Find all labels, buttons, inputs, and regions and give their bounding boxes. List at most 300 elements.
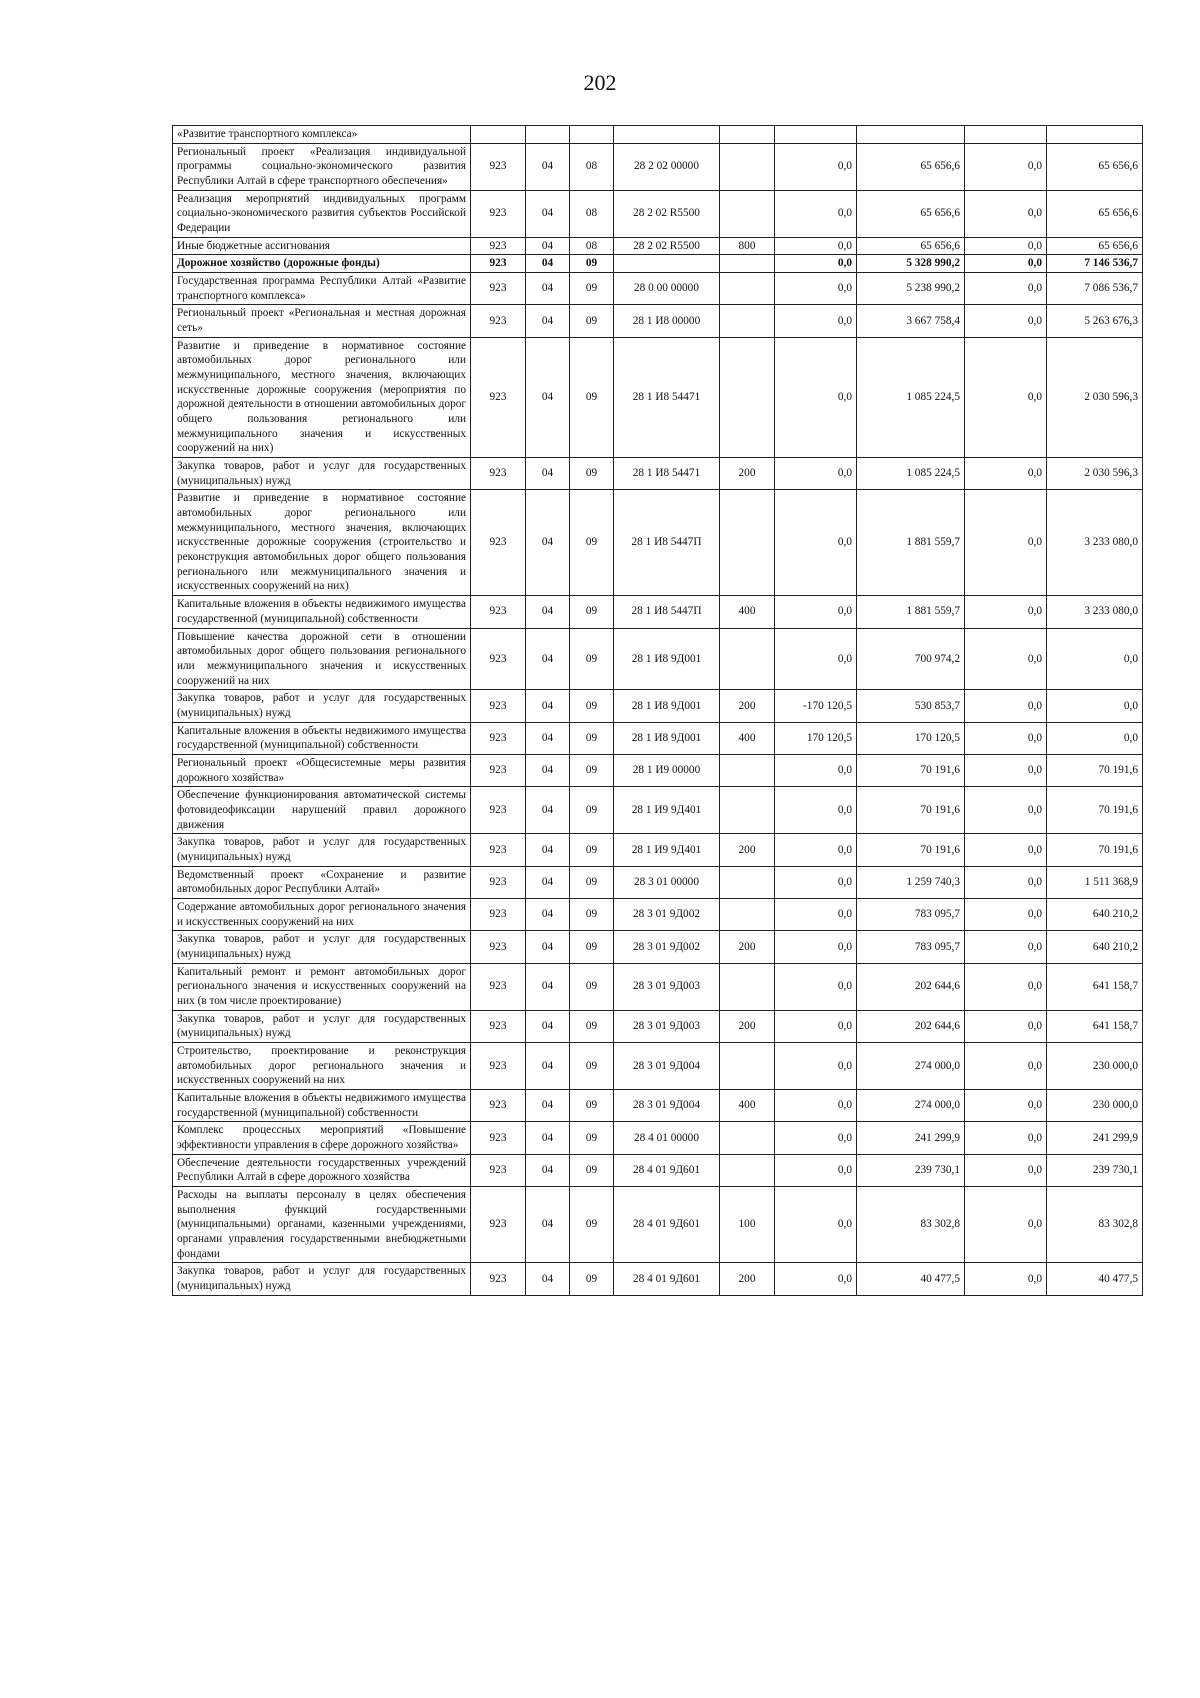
subsection-code: 09 bbox=[570, 337, 614, 457]
row-name: Капитальные вложения в объекты недвижимого имущества государственной (муниципальной) собственности bbox=[173, 596, 471, 628]
ved-code: 923 bbox=[471, 931, 526, 963]
row-name: Повышение качества дорожной сети в отношении автомобильных дорог общего пользования регионального или межмуниципального значения и искусственных сооружений на них bbox=[173, 628, 471, 690]
amount-change: 0,0 bbox=[775, 1187, 857, 1263]
amount-change-2: 0,0 bbox=[965, 834, 1047, 866]
ved-code: 923 bbox=[471, 963, 526, 1010]
subsection-code: 09 bbox=[570, 754, 614, 786]
subsection-code: 09 bbox=[570, 1089, 614, 1121]
expense-type-code: 200 bbox=[720, 458, 775, 490]
ved-code: 923 bbox=[471, 1122, 526, 1154]
expense-type-code bbox=[720, 787, 775, 834]
section-code: 04 bbox=[526, 490, 570, 596]
row-name: Расходы на выплаты персоналу в целях обеспечения выполнения функций государственными (муниципальными) органами, казенными учреждениями, органами управления государственными внебюджетными фондами bbox=[173, 1187, 471, 1263]
target-article-code bbox=[614, 255, 720, 273]
expense-type-code: 800 bbox=[720, 237, 775, 255]
expense-type-code bbox=[720, 754, 775, 786]
expense-type-code bbox=[720, 126, 775, 144]
table-row bbox=[173, 1187, 1143, 1263]
table-row bbox=[173, 1122, 1143, 1154]
amount-total-2: 0,0 bbox=[1047, 722, 1143, 754]
ved-code: 923 bbox=[471, 834, 526, 866]
target-article-code: 28 0 00 00000 bbox=[614, 273, 720, 305]
row-name: Развитие и приведение в нормативное состояние автомобильных дорог регионального или межмуниципального, местного значения, включающих искусственные дорожные сооружения (мероприятия по дорожной деятельности в отношении автомобильных дорог общего пользования регионального или межмуниципального значения и искусственных сооружений на них) bbox=[173, 337, 471, 457]
section-code: 04 bbox=[526, 898, 570, 930]
amount-total: 700 974,2 bbox=[857, 628, 965, 690]
row-name: Закупка товаров, работ и услуг для государственных (муниципальных) нужд bbox=[173, 931, 471, 963]
amount-total-2: 65 656,6 bbox=[1047, 143, 1143, 190]
amount-total-2: 7 146 536,7 bbox=[1047, 255, 1143, 273]
amount-change bbox=[775, 126, 857, 144]
row-name: Региональный проект «Общесистемные меры развития дорожного хозяйства» bbox=[173, 754, 471, 786]
amount-change: 0,0 bbox=[775, 628, 857, 690]
target-article-code: 28 4 01 9Д601 bbox=[614, 1263, 720, 1295]
expense-type-code bbox=[720, 255, 775, 273]
table-row bbox=[173, 754, 1143, 786]
table-row bbox=[173, 931, 1143, 963]
amount-change-2: 0,0 bbox=[965, 490, 1047, 596]
amount-total: 65 656,6 bbox=[857, 237, 965, 255]
budget-table bbox=[172, 125, 1143, 1296]
subsection-code: 08 bbox=[570, 237, 614, 255]
amount-change: 0,0 bbox=[775, 305, 857, 337]
amount-total: 170 120,5 bbox=[857, 722, 965, 754]
amount-change-2: 0,0 bbox=[965, 255, 1047, 273]
section-code: 04 bbox=[526, 1010, 570, 1042]
amount-change-2: 0,0 bbox=[965, 787, 1047, 834]
amount-change-2: 0,0 bbox=[965, 305, 1047, 337]
amount-total-2: 641 158,7 bbox=[1047, 1010, 1143, 1042]
row-name: Закупка товаров, работ и услуг для государственных (муниципальных) нужд bbox=[173, 690, 471, 722]
table-row bbox=[173, 126, 1143, 144]
amount-total-2: 241 299,9 bbox=[1047, 1122, 1143, 1154]
target-article-code: 28 1 И9 9Д401 bbox=[614, 834, 720, 866]
expense-type-code: 400 bbox=[720, 1089, 775, 1121]
section-code: 04 bbox=[526, 754, 570, 786]
amount-change-2: 0,0 bbox=[965, 143, 1047, 190]
target-article-code: 28 2 02 00000 bbox=[614, 143, 720, 190]
amount-change: 0,0 bbox=[775, 490, 857, 596]
ved-code: 923 bbox=[471, 337, 526, 457]
table-row bbox=[173, 458, 1143, 490]
expense-type-code bbox=[720, 190, 775, 237]
target-article-code: 28 3 01 9Д002 bbox=[614, 931, 720, 963]
subsection-code: 09 bbox=[570, 255, 614, 273]
amount-total-2: 239 730,1 bbox=[1047, 1154, 1143, 1186]
ved-code: 923 bbox=[471, 1089, 526, 1121]
target-article-code: 28 1 И8 9Д001 bbox=[614, 628, 720, 690]
subsection-code: 09 bbox=[570, 866, 614, 898]
target-article-code: 28 3 01 9Д004 bbox=[614, 1089, 720, 1121]
amount-change-2: 0,0 bbox=[965, 628, 1047, 690]
section-code: 04 bbox=[526, 458, 570, 490]
target-article-code: 28 1 И8 00000 bbox=[614, 305, 720, 337]
amount-total-2: 641 158,7 bbox=[1047, 963, 1143, 1010]
amount-change: 0,0 bbox=[775, 190, 857, 237]
ved-code: 923 bbox=[471, 458, 526, 490]
amount-total-2: 40 477,5 bbox=[1047, 1263, 1143, 1295]
ved-code: 923 bbox=[471, 628, 526, 690]
table-row bbox=[173, 787, 1143, 834]
amount-total: 5 238 990,2 bbox=[857, 273, 965, 305]
expense-type-code: 200 bbox=[720, 1010, 775, 1042]
amount-change: 0,0 bbox=[775, 787, 857, 834]
table-row bbox=[173, 866, 1143, 898]
expense-type-code bbox=[720, 628, 775, 690]
table-row bbox=[173, 337, 1143, 457]
amount-total: 1 881 559,7 bbox=[857, 596, 965, 628]
amount-change-2: 0,0 bbox=[965, 1263, 1047, 1295]
amount-total-2: 5 263 676,3 bbox=[1047, 305, 1143, 337]
row-name: Государственная программа Республики Алтай «Развитие транспортного комплекса» bbox=[173, 273, 471, 305]
ved-code: 923 bbox=[471, 754, 526, 786]
amount-total bbox=[857, 126, 965, 144]
section-code: 04 bbox=[526, 628, 570, 690]
subsection-code: 09 bbox=[570, 963, 614, 1010]
row-name: Обеспечение деятельности государственных учреждений Республики Алтай в сфере дорожного хозяйства bbox=[173, 1154, 471, 1186]
ved-code: 923 bbox=[471, 1042, 526, 1089]
section-code: 04 bbox=[526, 190, 570, 237]
amount-total: 530 853,7 bbox=[857, 690, 965, 722]
amount-total: 70 191,6 bbox=[857, 754, 965, 786]
section-code: 04 bbox=[526, 787, 570, 834]
amount-change: 0,0 bbox=[775, 458, 857, 490]
table-row bbox=[173, 190, 1143, 237]
row-name: Строительство, проектирование и реконструкция автомобильных дорог регионального значения и искусственных сооружений на них bbox=[173, 1042, 471, 1089]
amount-change: 0,0 bbox=[775, 1010, 857, 1042]
amount-change: 0,0 bbox=[775, 1042, 857, 1089]
subsection-code: 09 bbox=[570, 1042, 614, 1089]
row-name: Ведомственный проект «Сохранение и развитие автомобильных дорог Республики Алтай» bbox=[173, 866, 471, 898]
amount-total-2: 83 302,8 bbox=[1047, 1187, 1143, 1263]
table-row bbox=[173, 490, 1143, 596]
amount-change-2: 0,0 bbox=[965, 754, 1047, 786]
section-code: 04 bbox=[526, 963, 570, 1010]
amount-total: 65 656,6 bbox=[857, 190, 965, 237]
section-code: 04 bbox=[526, 1263, 570, 1295]
amount-change-2: 0,0 bbox=[965, 866, 1047, 898]
target-article-code: 28 3 01 00000 bbox=[614, 866, 720, 898]
amount-change: 0,0 bbox=[775, 866, 857, 898]
amount-total: 3 667 758,4 bbox=[857, 305, 965, 337]
amount-change: 0,0 bbox=[775, 1122, 857, 1154]
row-name: Закупка товаров, работ и услуг для государственных (муниципальных) нужд bbox=[173, 1263, 471, 1295]
expense-type-code: 200 bbox=[720, 690, 775, 722]
table-row bbox=[173, 1010, 1143, 1042]
amount-total: 274 000,0 bbox=[857, 1042, 965, 1089]
amount-change: 0,0 bbox=[775, 1089, 857, 1121]
amount-total-2: 2 030 596,3 bbox=[1047, 337, 1143, 457]
amount-change-2: 0,0 bbox=[965, 1042, 1047, 1089]
amount-total: 70 191,6 bbox=[857, 834, 965, 866]
table-row bbox=[173, 305, 1143, 337]
subsection-code bbox=[570, 126, 614, 144]
ved-code: 923 bbox=[471, 1187, 526, 1263]
amount-change-2: 0,0 bbox=[965, 1187, 1047, 1263]
amount-total-2: 7 086 536,7 bbox=[1047, 273, 1143, 305]
row-name: Региональный проект «Реализация индивидуальной программы социально-экономического развития Республики Алтай в сфере транспортного обеспечения» bbox=[173, 143, 471, 190]
ved-code: 923 bbox=[471, 1263, 526, 1295]
target-article-code: 28 1 И8 54471 bbox=[614, 458, 720, 490]
target-article-code: 28 4 01 00000 bbox=[614, 1122, 720, 1154]
section-code: 04 bbox=[526, 273, 570, 305]
subsection-code: 09 bbox=[570, 1010, 614, 1042]
ved-code: 923 bbox=[471, 866, 526, 898]
section-code: 04 bbox=[526, 255, 570, 273]
amount-change: 0,0 bbox=[775, 273, 857, 305]
expense-type-code bbox=[720, 1154, 775, 1186]
expense-type-code: 200 bbox=[720, 834, 775, 866]
amount-change-2: 0,0 bbox=[965, 1154, 1047, 1186]
target-article-code bbox=[614, 126, 720, 144]
ved-code: 923 bbox=[471, 596, 526, 628]
amount-total-2: 70 191,6 bbox=[1047, 754, 1143, 786]
table-row bbox=[173, 722, 1143, 754]
subsection-code: 09 bbox=[570, 1187, 614, 1263]
amount-change-2: 0,0 bbox=[965, 722, 1047, 754]
amount-change-2: 0,0 bbox=[965, 1010, 1047, 1042]
amount-change: 0,0 bbox=[775, 1263, 857, 1295]
subsection-code: 09 bbox=[570, 273, 614, 305]
ved-code: 923 bbox=[471, 690, 526, 722]
amount-change: 0,0 bbox=[775, 931, 857, 963]
amount-total: 202 644,6 bbox=[857, 963, 965, 1010]
row-name: Капитальные вложения в объекты недвижимого имущества государственной (муниципальной) собственности bbox=[173, 722, 471, 754]
amount-total: 5 328 990,2 bbox=[857, 255, 965, 273]
amount-change-2: 0,0 bbox=[965, 1122, 1047, 1154]
row-name: Реализация мероприятий индивидуальных программ социально-экономического развития субъектов Российской Федерации bbox=[173, 190, 471, 237]
amount-total: 783 095,7 bbox=[857, 931, 965, 963]
row-name: Дорожное хозяйство (дорожные фонды) bbox=[173, 255, 471, 273]
row-name: Содержание автомобильных дорог регионального значения и искусственных сооружений на них bbox=[173, 898, 471, 930]
amount-change-2: 0,0 bbox=[965, 596, 1047, 628]
ved-code: 923 bbox=[471, 722, 526, 754]
subsection-code: 09 bbox=[570, 458, 614, 490]
section-code: 04 bbox=[526, 1089, 570, 1121]
target-article-code: 28 3 01 9Д003 bbox=[614, 963, 720, 1010]
subsection-code: 09 bbox=[570, 690, 614, 722]
section-code: 04 bbox=[526, 690, 570, 722]
table-row bbox=[173, 596, 1143, 628]
ved-code: 923 bbox=[471, 490, 526, 596]
subsection-code: 09 bbox=[570, 628, 614, 690]
target-article-code: 28 3 01 9Д004 bbox=[614, 1042, 720, 1089]
subsection-code: 09 bbox=[570, 1122, 614, 1154]
amount-change-2: 0,0 bbox=[965, 898, 1047, 930]
table-row bbox=[173, 143, 1143, 190]
amount-change-2: 0,0 bbox=[965, 931, 1047, 963]
amount-change: 0,0 bbox=[775, 143, 857, 190]
subsection-code: 09 bbox=[570, 898, 614, 930]
amount-total-2: 2 030 596,3 bbox=[1047, 458, 1143, 490]
table-row bbox=[173, 834, 1143, 866]
amount-total-2: 3 233 080,0 bbox=[1047, 490, 1143, 596]
table-row bbox=[173, 628, 1143, 690]
target-article-code: 28 4 01 9Д601 bbox=[614, 1187, 720, 1263]
section-code: 04 bbox=[526, 337, 570, 457]
table-row bbox=[173, 273, 1143, 305]
expense-type-code bbox=[720, 490, 775, 596]
amount-total: 70 191,6 bbox=[857, 787, 965, 834]
section-code: 04 bbox=[526, 1154, 570, 1186]
subsection-code: 09 bbox=[570, 834, 614, 866]
amount-total-2: 640 210,2 bbox=[1047, 931, 1143, 963]
amount-total: 783 095,7 bbox=[857, 898, 965, 930]
row-name: Иные бюджетные ассигнования bbox=[173, 237, 471, 255]
ved-code: 923 bbox=[471, 787, 526, 834]
row-name: Комплекс процессных мероприятий «Повышение эффективности управления в сфере дорожного хозяйства» bbox=[173, 1122, 471, 1154]
amount-total-2: 70 191,6 bbox=[1047, 787, 1143, 834]
ved-code: 923 bbox=[471, 273, 526, 305]
section-code: 04 bbox=[526, 834, 570, 866]
target-article-code: 28 1 И8 5447П bbox=[614, 490, 720, 596]
section-code: 04 bbox=[526, 237, 570, 255]
table-row bbox=[173, 237, 1143, 255]
amount-change-2: 0,0 bbox=[965, 690, 1047, 722]
subsection-code: 09 bbox=[570, 596, 614, 628]
amount-total-2: 65 656,6 bbox=[1047, 190, 1143, 237]
section-code: 04 bbox=[526, 1042, 570, 1089]
expense-type-code bbox=[720, 898, 775, 930]
subsection-code: 08 bbox=[570, 190, 614, 237]
expense-type-code bbox=[720, 143, 775, 190]
amount-change-2: 0,0 bbox=[965, 1089, 1047, 1121]
ved-code: 923 bbox=[471, 1154, 526, 1186]
amount-change-2: 0,0 bbox=[965, 273, 1047, 305]
table-row bbox=[173, 255, 1143, 273]
table-row bbox=[173, 1263, 1143, 1295]
subsection-code: 09 bbox=[570, 490, 614, 596]
page-number: 202 bbox=[583, 70, 617, 95]
target-article-code: 28 2 02 R5500 bbox=[614, 190, 720, 237]
amount-total-2: 0,0 bbox=[1047, 690, 1143, 722]
row-name: Закупка товаров, работ и услуг для государственных (муниципальных) нужд bbox=[173, 834, 471, 866]
amount-total-2: 3 233 080,0 bbox=[1047, 596, 1143, 628]
amount-total: 239 730,1 bbox=[857, 1154, 965, 1186]
expense-type-code bbox=[720, 1042, 775, 1089]
expense-type-code: 200 bbox=[720, 931, 775, 963]
ved-code: 923 bbox=[471, 1010, 526, 1042]
amount-change-2 bbox=[965, 126, 1047, 144]
expense-type-code bbox=[720, 866, 775, 898]
row-name: Капитальные вложения в объекты недвижимого имущества государственной (муниципальной) собственности bbox=[173, 1089, 471, 1121]
section-code: 04 bbox=[526, 596, 570, 628]
target-article-code: 28 1 И8 5447П bbox=[614, 596, 720, 628]
table-row bbox=[173, 898, 1143, 930]
section-code: 04 bbox=[526, 866, 570, 898]
row-name: «Развитие транспортного комплекса» bbox=[173, 126, 471, 144]
subsection-code: 09 bbox=[570, 1263, 614, 1295]
expense-type-code: 400 bbox=[720, 722, 775, 754]
section-code: 04 bbox=[526, 143, 570, 190]
amount-change: 0,0 bbox=[775, 237, 857, 255]
target-article-code: 28 4 01 9Д601 bbox=[614, 1154, 720, 1186]
row-name: Закупка товаров, работ и услуг для государственных (муниципальных) нужд bbox=[173, 458, 471, 490]
row-name: Капитальный ремонт и ремонт автомобильных дорог регионального значения и искусственных сооружений на них (в том числе проектирование) bbox=[173, 963, 471, 1010]
ved-code bbox=[471, 126, 526, 144]
amount-change: 0,0 bbox=[775, 898, 857, 930]
amount-change: 0,0 bbox=[775, 337, 857, 457]
table-row bbox=[173, 1154, 1143, 1186]
section-code: 04 bbox=[526, 722, 570, 754]
amount-total: 1 259 740,3 bbox=[857, 866, 965, 898]
amount-total-2: 230 000,0 bbox=[1047, 1042, 1143, 1089]
section-code: 04 bbox=[526, 305, 570, 337]
amount-total: 274 000,0 bbox=[857, 1089, 965, 1121]
amount-total-2: 70 191,6 bbox=[1047, 834, 1143, 866]
target-article-code: 28 1 И8 9Д001 bbox=[614, 722, 720, 754]
amount-change: 0,0 bbox=[775, 596, 857, 628]
amount-total: 241 299,9 bbox=[857, 1122, 965, 1154]
amount-total: 65 656,6 bbox=[857, 143, 965, 190]
amount-change-2: 0,0 bbox=[965, 963, 1047, 1010]
target-article-code: 28 1 И8 54471 bbox=[614, 337, 720, 457]
expense-type-code: 100 bbox=[720, 1187, 775, 1263]
amount-total-2 bbox=[1047, 126, 1143, 144]
amount-change-2: 0,0 bbox=[965, 237, 1047, 255]
row-name: Закупка товаров, работ и услуг для государственных (муниципальных) нужд bbox=[173, 1010, 471, 1042]
table-row bbox=[173, 690, 1143, 722]
amount-total-2: 65 656,6 bbox=[1047, 237, 1143, 255]
row-name: Региональный проект «Региональная и местная дорожная сеть» bbox=[173, 305, 471, 337]
section-code: 04 bbox=[526, 1187, 570, 1263]
amount-total-2: 230 000,0 bbox=[1047, 1089, 1143, 1121]
ved-code: 923 bbox=[471, 190, 526, 237]
amount-total-2: 640 210,2 bbox=[1047, 898, 1143, 930]
ved-code: 923 bbox=[471, 143, 526, 190]
target-article-code: 28 1 И8 9Д001 bbox=[614, 690, 720, 722]
amount-total: 83 302,8 bbox=[857, 1187, 965, 1263]
expense-type-code bbox=[720, 273, 775, 305]
amount-total-2: 0,0 bbox=[1047, 628, 1143, 690]
expense-type-code: 200 bbox=[720, 1263, 775, 1295]
expense-type-code: 400 bbox=[720, 596, 775, 628]
table-row bbox=[173, 1042, 1143, 1089]
amount-change-2: 0,0 bbox=[965, 190, 1047, 237]
section-code: 04 bbox=[526, 1122, 570, 1154]
target-article-code: 28 3 01 9Д003 bbox=[614, 1010, 720, 1042]
table-row bbox=[173, 963, 1143, 1010]
amount-change: 170 120,5 bbox=[775, 722, 857, 754]
subsection-code: 09 bbox=[570, 787, 614, 834]
subsection-code: 09 bbox=[570, 722, 614, 754]
target-article-code: 28 1 И9 9Д401 bbox=[614, 787, 720, 834]
target-article-code: 28 1 И9 00000 bbox=[614, 754, 720, 786]
ved-code: 923 bbox=[471, 898, 526, 930]
expense-type-code bbox=[720, 963, 775, 1010]
amount-total: 40 477,5 bbox=[857, 1263, 965, 1295]
section-code bbox=[526, 126, 570, 144]
section-code: 04 bbox=[526, 931, 570, 963]
amount-change: 0,0 bbox=[775, 754, 857, 786]
amount-change: 0,0 bbox=[775, 834, 857, 866]
subsection-code: 09 bbox=[570, 305, 614, 337]
ved-code: 923 bbox=[471, 237, 526, 255]
row-name: Развитие и приведение в нормативное состояние автомобильных дорог регионального или межмуниципального, местного значения, включающих искусственные дорожные сооружения (строительство и реконструкция автомобильных дорог общего пользования регионального или межмуниципального значения и искусственных сооружений на них) bbox=[173, 490, 471, 596]
target-article-code: 28 3 01 9Д002 bbox=[614, 898, 720, 930]
amount-change: 0,0 bbox=[775, 255, 857, 273]
target-article-code: 28 2 02 R5500 bbox=[614, 237, 720, 255]
ved-code: 923 bbox=[471, 305, 526, 337]
expense-type-code bbox=[720, 1122, 775, 1154]
subsection-code: 08 bbox=[570, 143, 614, 190]
amount-total: 1 881 559,7 bbox=[857, 490, 965, 596]
amount-total: 1 085 224,5 bbox=[857, 458, 965, 490]
amount-total: 202 644,6 bbox=[857, 1010, 965, 1042]
row-name: Обеспечение функционирования автоматической системы фотовидеофиксации нарушений правил дорожного движения bbox=[173, 787, 471, 834]
expense-type-code bbox=[720, 305, 775, 337]
subsection-code: 09 bbox=[570, 1154, 614, 1186]
subsection-code: 09 bbox=[570, 931, 614, 963]
